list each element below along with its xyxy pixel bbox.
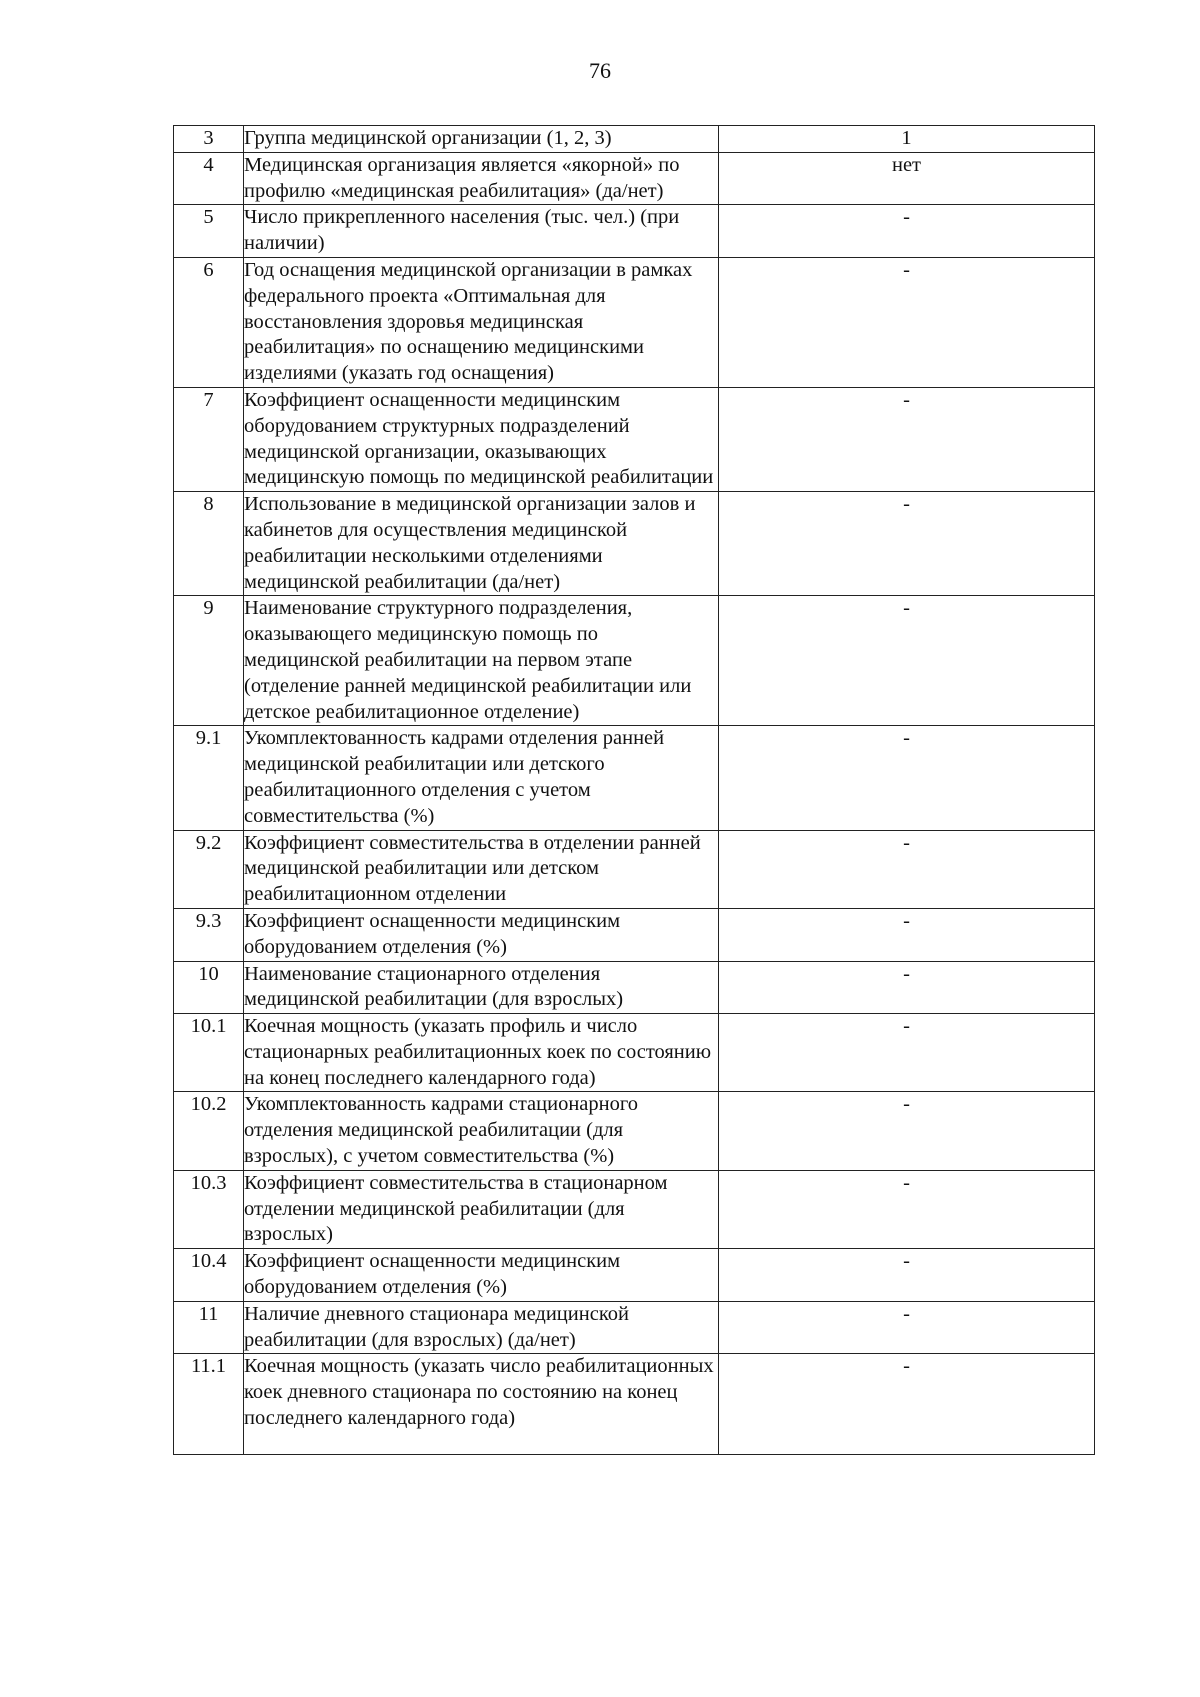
row-value: -	[719, 1354, 1095, 1454]
row-value: -	[719, 908, 1095, 961]
row-number: 8	[174, 492, 244, 596]
table-row	[174, 908, 1095, 961]
table-row	[174, 1354, 1095, 1454]
table-row	[174, 1014, 1095, 1092]
table-row	[174, 126, 1095, 153]
row-number: 10.1	[174, 1014, 244, 1092]
table-row	[174, 1092, 1095, 1170]
row-number: 10.4	[174, 1249, 244, 1302]
table-row	[174, 257, 1095, 387]
page-number: 76	[589, 58, 611, 83]
row-description: Коэффициент совместительства в стационарном отделении медицинской реабилитации (для взрослых)	[244, 1170, 719, 1248]
row-description: Коечная мощность (указать число реабилитационных коек дневного стационара по состоянию на конец последнего календарного года)	[244, 1354, 719, 1454]
row-description: Коэффициент оснащенности медицинским оборудованием отделения (%)	[244, 908, 719, 961]
row-value: -	[719, 492, 1095, 596]
row-number: 9.1	[174, 726, 244, 830]
table-row	[174, 830, 1095, 908]
row-value: -	[719, 205, 1095, 258]
row-description: Число прикрепленного населения (тыс. чел.) (при наличии)	[244, 205, 719, 258]
row-number: 6	[174, 257, 244, 387]
row-description: Коэффициент оснащенности медицинским оборудованием структурных подразделений медицинской организации, оказывающих медицинскую помощь по медицинской реабилитации	[244, 387, 719, 491]
table-row	[174, 152, 1095, 205]
row-description: Наличие дневного стационара медицинской реабилитации (для взрослых) (да/нет)	[244, 1301, 719, 1354]
row-value: -	[719, 830, 1095, 908]
table-row	[174, 961, 1095, 1014]
row-value: -	[719, 961, 1095, 1014]
row-value: -	[719, 1301, 1095, 1354]
row-number: 11	[174, 1301, 244, 1354]
row-value: -	[719, 1249, 1095, 1302]
row-number: 9.3	[174, 908, 244, 961]
table-row	[174, 1170, 1095, 1248]
table-row	[174, 596, 1095, 726]
row-value: нет	[719, 152, 1095, 205]
table-row	[174, 492, 1095, 596]
row-value: -	[719, 726, 1095, 830]
row-number: 11.1	[174, 1354, 244, 1454]
row-description: Укомплектованность кадрами отделения ранней медицинской реабилитации или детского реабилитационного отделения с учетом совместительства (%)	[244, 726, 719, 830]
table-row	[174, 205, 1095, 258]
row-number: 10.2	[174, 1092, 244, 1170]
row-value: 1	[719, 126, 1095, 153]
row-value: -	[719, 387, 1095, 491]
row-value: -	[719, 1170, 1095, 1248]
row-description: Коэффициент совместительства в отделении ранней медицинской реабилитации или детском реабилитационном отделении	[244, 830, 719, 908]
row-description: Укомплектованность кадрами стационарного отделения медицинской реабилитации (для взрослых), с учетом совместительства (%)	[244, 1092, 719, 1170]
table-row	[174, 1301, 1095, 1354]
row-value: -	[719, 1092, 1095, 1170]
row-value: -	[719, 257, 1095, 387]
row-value: -	[719, 1014, 1095, 1092]
row-number: 9.2	[174, 830, 244, 908]
row-description: Наименование структурного подразделения, оказывающего медицинскую помощь по медицинской реабилитации на первом этапе (отделение ранней медицинской реабилитации или детское реабилитационное отделение)	[244, 596, 719, 726]
row-number: 10	[174, 961, 244, 1014]
row-number: 3	[174, 126, 244, 153]
row-description: Медицинская организация является «якорной» по профилю «медицинская реабилитация» (да/нет)	[244, 152, 719, 205]
row-number: 7	[174, 387, 244, 491]
indicator-table	[173, 125, 1095, 1455]
row-description: Наименование стационарного отделения медицинской реабилитации (для взрослых)	[244, 961, 719, 1014]
row-description: Коечная мощность (указать профиль и число стационарных реабилитационных коек по состоянию на конец последнего календарного года)	[244, 1014, 719, 1092]
row-number: 5	[174, 205, 244, 258]
row-number: 9	[174, 596, 244, 726]
row-description: Год оснащения медицинской организации в рамках федерального проекта «Оптимальная для восстановления здоровья медицинская реабилитация» по оснащению медицинскими изделиями (указать год оснащения)	[244, 257, 719, 387]
row-number: 4	[174, 152, 244, 205]
row-description: Использование в медицинской организации залов и кабинетов для осуществления медицинской реабилитации несколькими отделениями медицинской реабилитации (да/нет)	[244, 492, 719, 596]
row-description: Группа медицинской организации (1, 2, 3)	[244, 126, 719, 153]
table-row	[174, 387, 1095, 491]
row-value: -	[719, 596, 1095, 726]
row-number: 10.3	[174, 1170, 244, 1248]
row-description: Коэффициент оснащенности медицинским оборудованием отделения (%)	[244, 1249, 719, 1302]
table-row	[174, 1249, 1095, 1302]
table-row	[174, 726, 1095, 830]
